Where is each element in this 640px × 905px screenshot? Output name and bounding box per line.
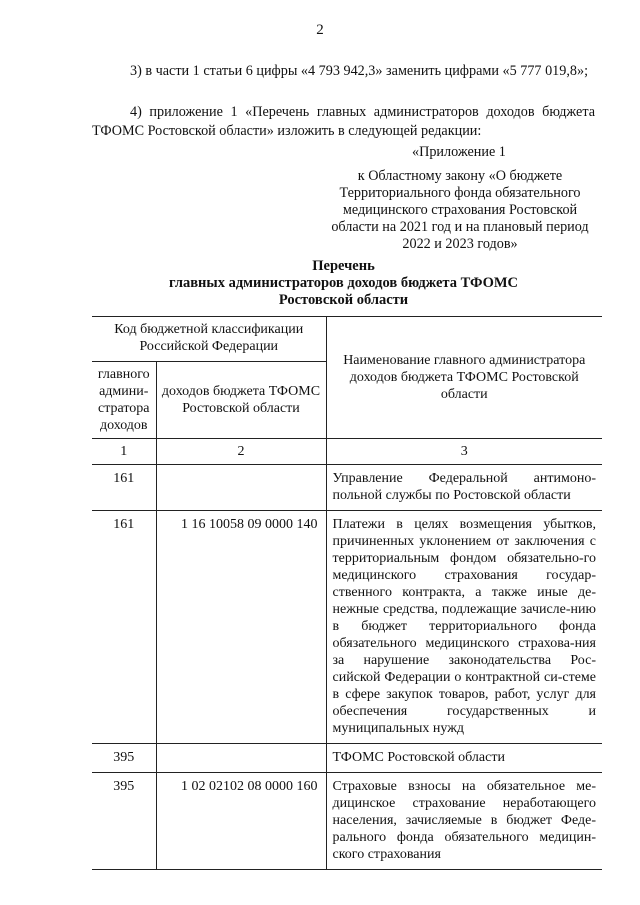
cell-administrator-name: Страховые взносы на обязательное ме-дицинское страхование неработающего населения, зачисляемые в бюджет Феде-рального фонда обязательного медицин-ского страхования (326, 773, 602, 870)
header-budget-income: доходов бюджета ТФОМС Ростовской области (156, 362, 326, 439)
table-row (92, 465, 602, 511)
table-row (92, 744, 602, 773)
table-header-row (92, 317, 602, 362)
table-row (92, 773, 602, 870)
cell-income-code: 1 02 02102 08 0000 160 (156, 773, 326, 870)
header-main-administrator: главного админи-стратора доходов (92, 362, 156, 439)
cell-administrator-name: ТФОМС Ростовской области (326, 744, 602, 773)
cell-admin-code: 395 (92, 773, 156, 870)
column-number-2: 2 (156, 439, 326, 465)
cell-admin-code: 161 (92, 511, 156, 744)
list-title (92, 258, 595, 309)
cell-administrator-name: Платежи в целях возмещения убытков, причиненных уклонением от заключения с территориальным фондом обязательно-го медицинского страхования государ-ственного контракта, а также иные де-нежные средства, подлежащие зачисле-нию в бюджет территориального фонда обязательного медицинского страхова-ния за нарушение законодательства Рос-сийской Федерации о контрактной си-стеме в сфере закупок товаров, работ, услуг для обеспечения государственных и муниципальных нужд (326, 511, 602, 744)
list-title-line-2: главных администраторов доходов бюджета ТФОМС (168, 275, 519, 291)
appendix-title: «Приложение 1 (412, 144, 506, 160)
cell-income-code: 1 16 10058 09 0000 140 (156, 511, 326, 744)
cell-income-code (156, 744, 326, 773)
revenue-administrators-table (92, 316, 602, 870)
cell-admin-code: 161 (92, 465, 156, 511)
header-administrator-name: Наименование главного администратора доходов бюджета ТФОМС Ростовской области (326, 317, 602, 439)
paragraph-amendment-4: 4) приложение 1 «Перечень главных администраторов доходов бюджета ТФОМС Ростовской области» изложить в следующей редакции: (92, 104, 595, 139)
appendix-reference: к Областному закону «О бюджете Территориального фонда обязательного медицинского страхования Ростовской области на 2021 год и на плановый период 2022 и 2023 годов» (331, 168, 589, 252)
paragraph-amendment-3: 3) в части 1 статьи 6 цифры «4 793 942,3» заменить цифрами «5 777 019,8»; (130, 63, 589, 79)
column-number-row (92, 439, 602, 465)
column-number-1: 1 (92, 439, 156, 465)
cell-administrator-name: Управление Федеральной антимоно-польной службы по Ростовской области (326, 465, 602, 511)
list-title-line-3: Ростовской области (278, 292, 409, 308)
table-row (92, 511, 602, 744)
cell-admin-code: 395 (92, 744, 156, 773)
header-classification-code: Код бюджетной классификации Российской Федерации (92, 317, 326, 362)
column-number-3: 3 (326, 439, 602, 465)
cell-income-code (156, 465, 326, 511)
page-number: 2 (316, 22, 324, 38)
list-title-line-1: Перечень (312, 258, 375, 274)
